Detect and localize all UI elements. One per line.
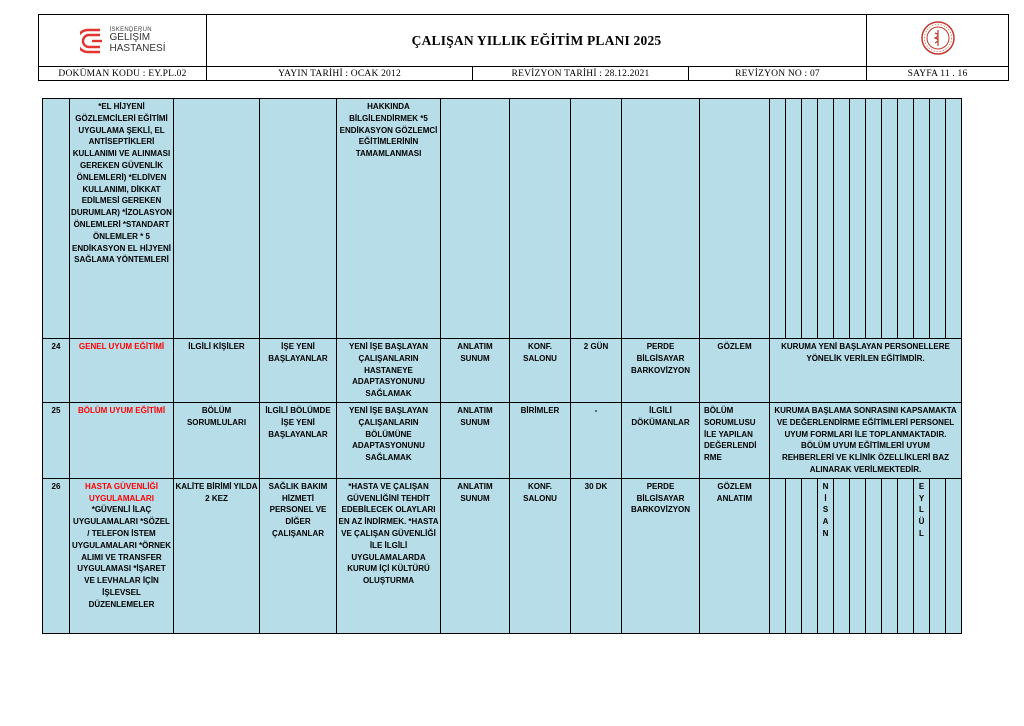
training-plan-table bbox=[42, 98, 962, 634]
month-cell bbox=[930, 99, 946, 339]
revision-no: REVİZYON NO : 07 bbox=[689, 67, 867, 81]
month-letter: L bbox=[919, 505, 924, 515]
table-row bbox=[43, 339, 962, 403]
training-topic-details: *GÜVENLİ İLAÇ UYGULAMALARI *SÖZEL / TELEFON İSTEM UYGULAMALARI *ÖRNEK ALIMI VE TRANSFER UYGULAMASI *İŞARET VE LEVHALAR İÇİN İŞLEVSEL DÜZENLEMELER bbox=[71, 505, 172, 609]
month-letter: N bbox=[822, 528, 829, 538]
target-group: İLGİLİ BÖLÜMDE İŞE YENİ BAŞLAYANLAR bbox=[260, 402, 337, 478]
logo-line1: İSKENDERUN bbox=[109, 26, 152, 33]
revision-date: REVİZYON TARİHİ : 28.12.2021 bbox=[473, 67, 689, 81]
target-group: SAĞLIK BAKIM HİZMETİ PERSONEL VE DİĞER ÇALIŞANLAR bbox=[260, 478, 337, 633]
month-cell bbox=[850, 99, 866, 339]
month-letter: İ bbox=[824, 493, 827, 503]
training-method: ANLATIM SUNUM bbox=[441, 402, 510, 478]
training-method: ANLATIM SUNUM bbox=[441, 339, 510, 403]
month-cell bbox=[786, 478, 802, 633]
logo-line2: GELİŞİM bbox=[109, 32, 151, 44]
month-cell bbox=[802, 99, 818, 339]
logo-cell bbox=[39, 15, 207, 67]
month-cell bbox=[866, 478, 882, 633]
month-cell bbox=[914, 99, 930, 339]
table-row bbox=[43, 99, 962, 339]
training-method bbox=[441, 99, 510, 339]
training-goal: YENİ İŞE BAŞLAYAN ÇALIŞANLARIN BÖLÜMÜNE ADAPTASYONUNU SAĞLAMAK bbox=[337, 402, 441, 478]
row-no: 26 bbox=[43, 478, 70, 633]
target-group: İŞE YENİ BAŞLAYANLAR bbox=[260, 339, 337, 403]
responsible: İLGİLİ KİŞİLER bbox=[174, 339, 260, 403]
month-cell bbox=[866, 99, 882, 339]
ministry-seal-icon bbox=[919, 19, 957, 57]
training-place: KONF. SALONU bbox=[510, 478, 571, 633]
month-cell bbox=[770, 99, 786, 339]
month-letter: A bbox=[822, 517, 829, 527]
page-title: ÇALIŞAN YILLIK EĞİTİM PLANI 2025 bbox=[207, 15, 867, 67]
month-cell bbox=[818, 99, 834, 339]
month-cell bbox=[930, 478, 946, 633]
target-group bbox=[260, 99, 337, 339]
training-tools: PERDE BİLGİSAYAR BARKOVİZYON bbox=[622, 478, 700, 633]
month-letter: N bbox=[822, 481, 829, 491]
seal-cell bbox=[867, 15, 1009, 67]
training-topic: *EL HİJYENİ GÖZLEMCİLERİ EĞİTİMİ UYGULAMA ŞEKLİ, EL ANTİSEPTİKLERİ KULLANIMI VE ALINMASI GEREKEN GÜVENLİK ÖNLEMLERİ) *ELDİVEN KULLANIMI, DİKKAT EDİLMESİ GEREKEN DURUMLAR) *İZOLASYON ÖNLEMLERİ *STANDART ÖNLEMLER * 5 ENDİKASYON EL HİJYENİ SAĞLAMA YÖNTEMLERİ bbox=[70, 99, 174, 339]
month-cell bbox=[802, 478, 818, 633]
row-no: 24 bbox=[43, 339, 70, 403]
training-duration bbox=[571, 99, 622, 339]
responsible: KALİTE BİRİMİ YILDA 2 KEZ bbox=[174, 478, 260, 633]
training-tools: İLGİLİ DÖKÜMANLAR bbox=[622, 402, 700, 478]
month-letter: S bbox=[822, 505, 829, 515]
hospital-logo-icon bbox=[80, 26, 104, 56]
training-place bbox=[510, 99, 571, 339]
row-notes: KURUMA YENİ BAŞLAYAN PERSONELLERE YÖNELİK VERİLEN EĞİTİMDİR. bbox=[770, 339, 962, 403]
month-cell-september bbox=[914, 478, 930, 633]
row-notes: KURUMA BAŞLAMA SONRASINI KAPSAMAKTA VE DEĞERLENDİRME EĞİTİMLERİ PERSONEL UYUM FORMLARI İLE TOPLANMAKTADIR. BÖLÜM UYUM EĞİTİMLERİ UYUM REHBERLERİ VE KLİNİK ÖZELLİKLERİ BAZ ALINARAK VERİLMEKTEDİR. bbox=[770, 402, 962, 478]
logo-line3: HASTANESİ bbox=[109, 42, 166, 54]
training-topic: GENEL UYUM EĞİTİMİ bbox=[70, 339, 174, 403]
month-cell bbox=[786, 99, 802, 339]
training-goal: HAKKINDA BİLGİLENDİRMEK *5 ENDİKASYON GÖZLEMCİ EĞİTİMLERİNİN TAMAMLANMASI bbox=[337, 99, 441, 339]
training-topic-title: HASTA GÜVENLİĞİ UYGULAMALARI bbox=[85, 481, 158, 503]
publish-date: YAYIN TARİHİ : OCAK 2012 bbox=[207, 67, 473, 81]
table-row bbox=[43, 478, 962, 633]
training-topic bbox=[70, 478, 174, 633]
training-duration: 30 DK bbox=[571, 478, 622, 633]
training-method: ANLATIM SUNUM bbox=[441, 478, 510, 633]
month-cell bbox=[946, 478, 962, 633]
training-place: BİRİMLER bbox=[510, 402, 571, 478]
training-tools: PERDE BİLGİSAYAR BARKOVİZYON bbox=[622, 339, 700, 403]
training-goal: *HASTA VE ÇALIŞAN GÜVENLİĞİNİ TEHDİT EDEBİLECEK OLAYLARI EN AZ İNDİRMEK. *HASTA VE ÇALIŞAN GÜVENLİĞİ İLE İLGİLİ UYGULAMALARDA KURUM İÇİ KÜLTÜRÜ OLUŞTURMA bbox=[337, 478, 441, 633]
month-cell bbox=[834, 478, 850, 633]
month-cell-april bbox=[818, 478, 834, 633]
row-no: 25 bbox=[43, 402, 70, 478]
responsible: BÖLÜM SORUMLULARI bbox=[174, 402, 260, 478]
month-cell bbox=[898, 478, 914, 633]
evaluation bbox=[700, 99, 770, 339]
month-cell bbox=[882, 478, 898, 633]
training-place: KONF. SALONU bbox=[510, 339, 571, 403]
hospital-logo bbox=[39, 15, 206, 66]
table-row bbox=[43, 402, 962, 478]
row-no bbox=[43, 99, 70, 339]
training-topic: BÖLÜM UYUM EĞİTİMİ bbox=[70, 402, 174, 478]
evaluation: BÖLÜM SORUMLUSU İLE YAPILAN DEĞERLENDİ RME bbox=[700, 402, 770, 478]
training-goal: YENİ İŞE BAŞLAYAN ÇALIŞANLARIN HASTANEYE ADAPTASYONUNU SAĞLAMAK bbox=[337, 339, 441, 403]
month-letter: Ü bbox=[918, 517, 925, 527]
training-duration: 2 GÜN bbox=[571, 339, 622, 403]
evaluation: GÖZLEM ANLATIM bbox=[700, 478, 770, 633]
month-cell bbox=[770, 478, 786, 633]
training-tools bbox=[622, 99, 700, 339]
month-cell bbox=[850, 478, 866, 633]
month-cell bbox=[898, 99, 914, 339]
page-number: SAYFA 11 . 16 bbox=[867, 67, 1009, 81]
responsible bbox=[174, 99, 260, 339]
evaluation: GÖZLEM bbox=[700, 339, 770, 403]
month-letter: E bbox=[918, 481, 925, 491]
month-letter: Y bbox=[918, 493, 925, 503]
month-letter: L bbox=[919, 528, 924, 538]
doc-code: DOKÜMAN KODU : EY.PL.02 bbox=[39, 67, 207, 81]
document-header bbox=[38, 14, 1009, 81]
month-cell bbox=[946, 99, 962, 339]
month-cell bbox=[834, 99, 850, 339]
training-duration: - bbox=[571, 402, 622, 478]
month-cell bbox=[882, 99, 898, 339]
